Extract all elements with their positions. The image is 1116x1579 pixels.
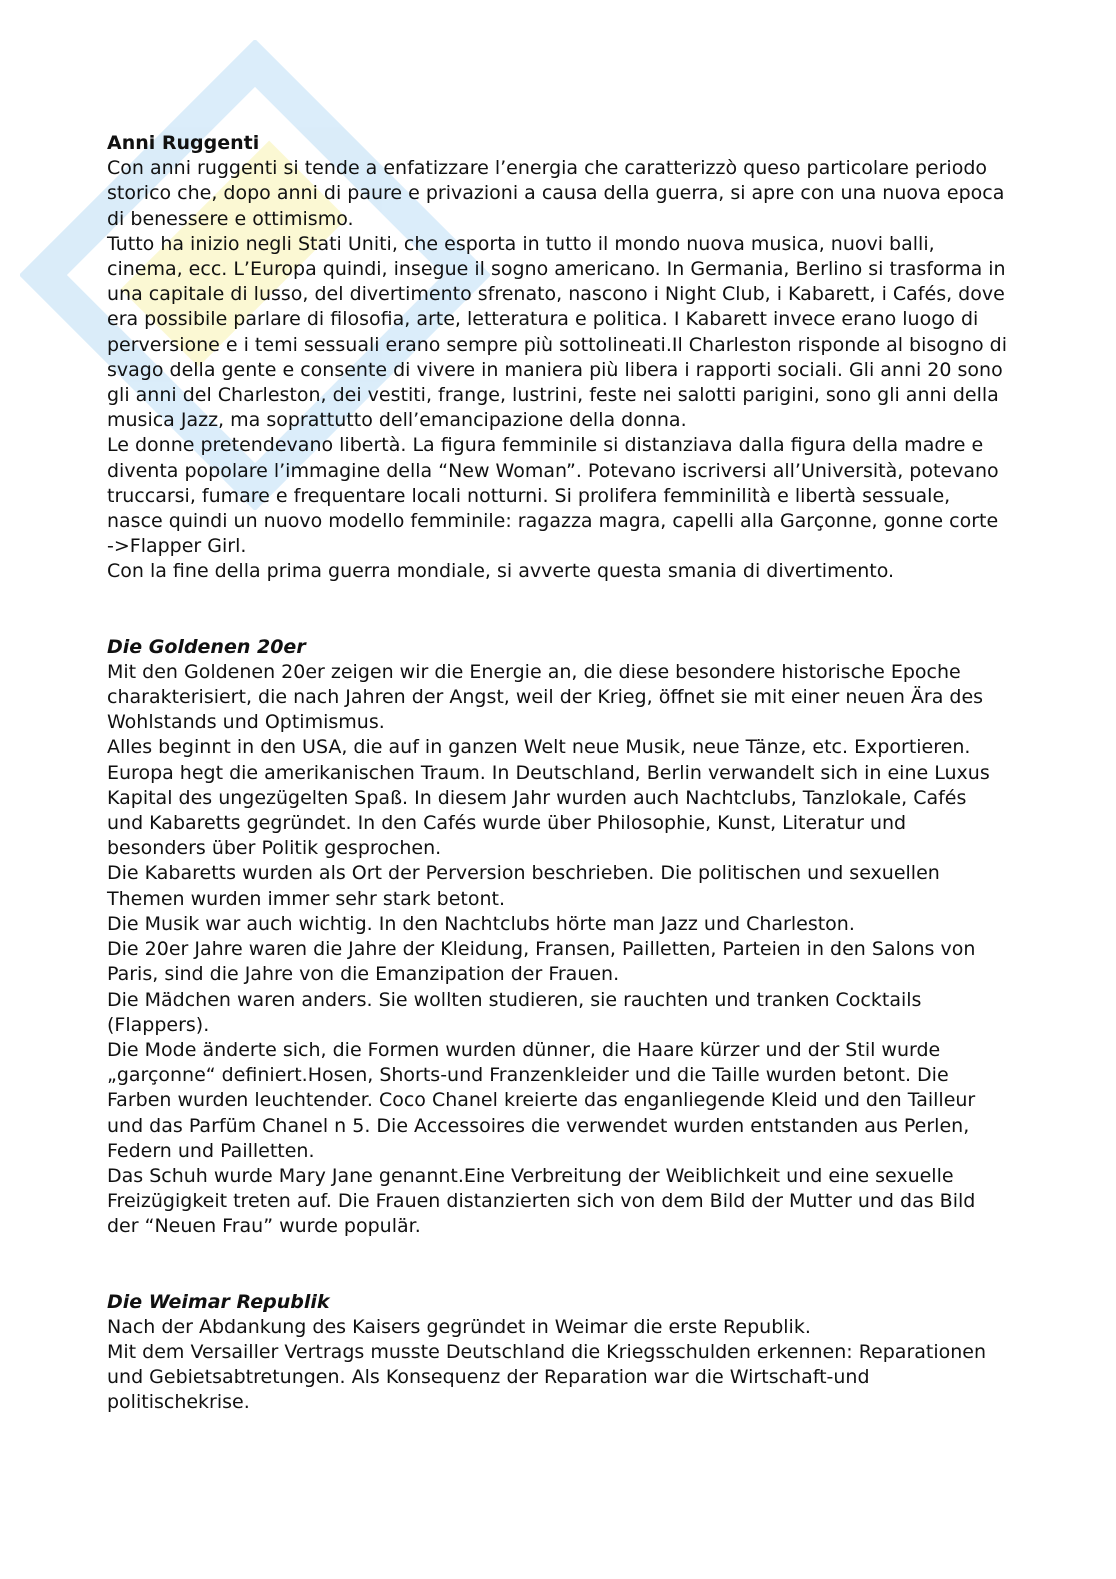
section-spacer [107, 585, 1007, 635]
section-anni-ruggenti [107, 131, 1007, 585]
paragraph: Die Mode änderte sich, die Formen wurden dünner, die Haare kürzer und der Stil wurde „garçonne“ definiert.Hosen, Shorts-und Franzenkleider und die Taille wurden betont. Die Farben wurden leuchtender. Coco Chanel kreierte das enganliegende Kleid und den Tailleur und das Parfüm Chanel n 5. Die Accessoires die verwendet wurden entstanden aus Perlen, Federn und Pailletten. [107, 1038, 976, 1162]
paragraph: Tutto ha inizio negli Stati Uniti, che esporta in tutto il mondo nuova musica, nuovi balli, cinema, ecc. L’Europa quindi, insegue il sogno americano. In Germania, Berlino si trasforma in una capitale di lusso, del divertimento sfrenato, nascono i Night Club, i Kabarett, i Cafés, dove era possibile parlare di filosofia, arte, letteratura e politica. I Kabarett invece erano luogo di perversione e i temi sessuali erano sempre più sottolineati.Il Charleston risponde al bisogno di svago della gente e consente di vivere in maniera più libera i rapporti sociali. Gli anni 20 sono gli anni del Charleston, dei vestiti, frange, lustrini, feste nei salotti parigini, sono gli anni della musica Jazz, ma soprattutto dell’emancipazione della donna. [107, 232, 1008, 432]
paragraph: Europa hegt die amerikanischen Traum. In Deutschland, Berlin verwandelt sich in eine Luxus Kapital des ungezügelten Spaß. In diesem Jahr wurden auch Nachtclubs, Tanzlokale, Cafés und Kabaretts gegründet. In den Cafés wurde über Philosophie, Kunst, Literatur und besonders über Politik gesprochen. [107, 761, 990, 860]
section-title: Anni Ruggenti [107, 132, 260, 154]
paragraph: Nach der Abdankung des Kaisers gegründet in Weimar die erste Republik. [107, 1315, 811, 1338]
paragraph: Die Kabaretts wurden als Ort der Perversion beschrieben. Die politischen und sexuellen Themen wurden immer sehr stark betont. [107, 862, 940, 910]
section-goldenen-20er [107, 635, 1007, 1240]
section-spacer [107, 1240, 1007, 1290]
paragraph: Mit den Goldenen 20er zeigen wir die Energie an, die diese besondere historische Epoche charakterisiert, die nach Jahren der Angst, weil der Krieg, öffnet sie mit einer neuen Ära des Wohlstands und Optimismus. [107, 660, 984, 734]
document-body [107, 131, 1007, 1416]
paragraph: Das Schuh wurde Mary Jane genannt.Eine Verbreitung der Weiblichkeit und eine sexuelle Freizügigkeit treten auf. Die Frauen distanzierten sich von dem Bild der Mutter und das Bild der “Neuen Frau” wurde populär. [107, 1164, 976, 1238]
paragraph: Con la fine della prima guerra mondiale, si avverte questa smania di divertimento. [107, 560, 895, 583]
section-title: Die Goldenen 20er [107, 635, 306, 658]
paragraph: Die 20er Jahre waren die Jahre der Kleidung, Fransen, Pailletten, Parteien in den Salons von Paris, sind die Jahre von die Emanzipation der Frauen. [107, 938, 976, 986]
section-weimar-republik [107, 1290, 1007, 1416]
section-title: Die Weimar Republik [107, 1290, 330, 1313]
paragraph: Le donne pretendevano libertà. La figura femminile si distanziava dalla figura della madre e diventa popolare l’immagine della “New Woman”. Potevano iscriversi all’Università, potevano truccarsi, fumare e frequentare locali notturni. Si prolifera femminilità e libertà sessuale, nasce quindi un nuovo modello femminile: ragazza magra, capelli alla Garçonne, gonne corte ->Flapper Girl. [107, 434, 999, 558]
paragraph: Die Mädchen waren anders. Sie wollten studieren, sie rauchten und tranken Cocktails (Flappers). [107, 988, 922, 1036]
paragraph: Con anni ruggenti si tende a enfatizzare l’energia che caratterizzò queso particolare periodo storico che, dopo anni di paure e privazioni a causa della guerra, si apre con una nuova epoca di benessere e ottimismo. [107, 157, 1005, 230]
paragraph: Alles beginnt in den USA, die auf in ganzen Welt neue Musik, neue Tänze, etc. Exportieren. [107, 736, 971, 759]
paragraph: Mit dem Versailler Vertrags musste Deutschland die Kriegsschulden erkennen: Reparationen und Gebietsabtretungen. Als Konsequenz der Reparation war die Wirtschaft-und politischekrise. [107, 1340, 987, 1414]
paragraph: Die Musik war auch wichtig. In den Nachtclubs hörte man Jazz und Charleston. [107, 912, 855, 935]
